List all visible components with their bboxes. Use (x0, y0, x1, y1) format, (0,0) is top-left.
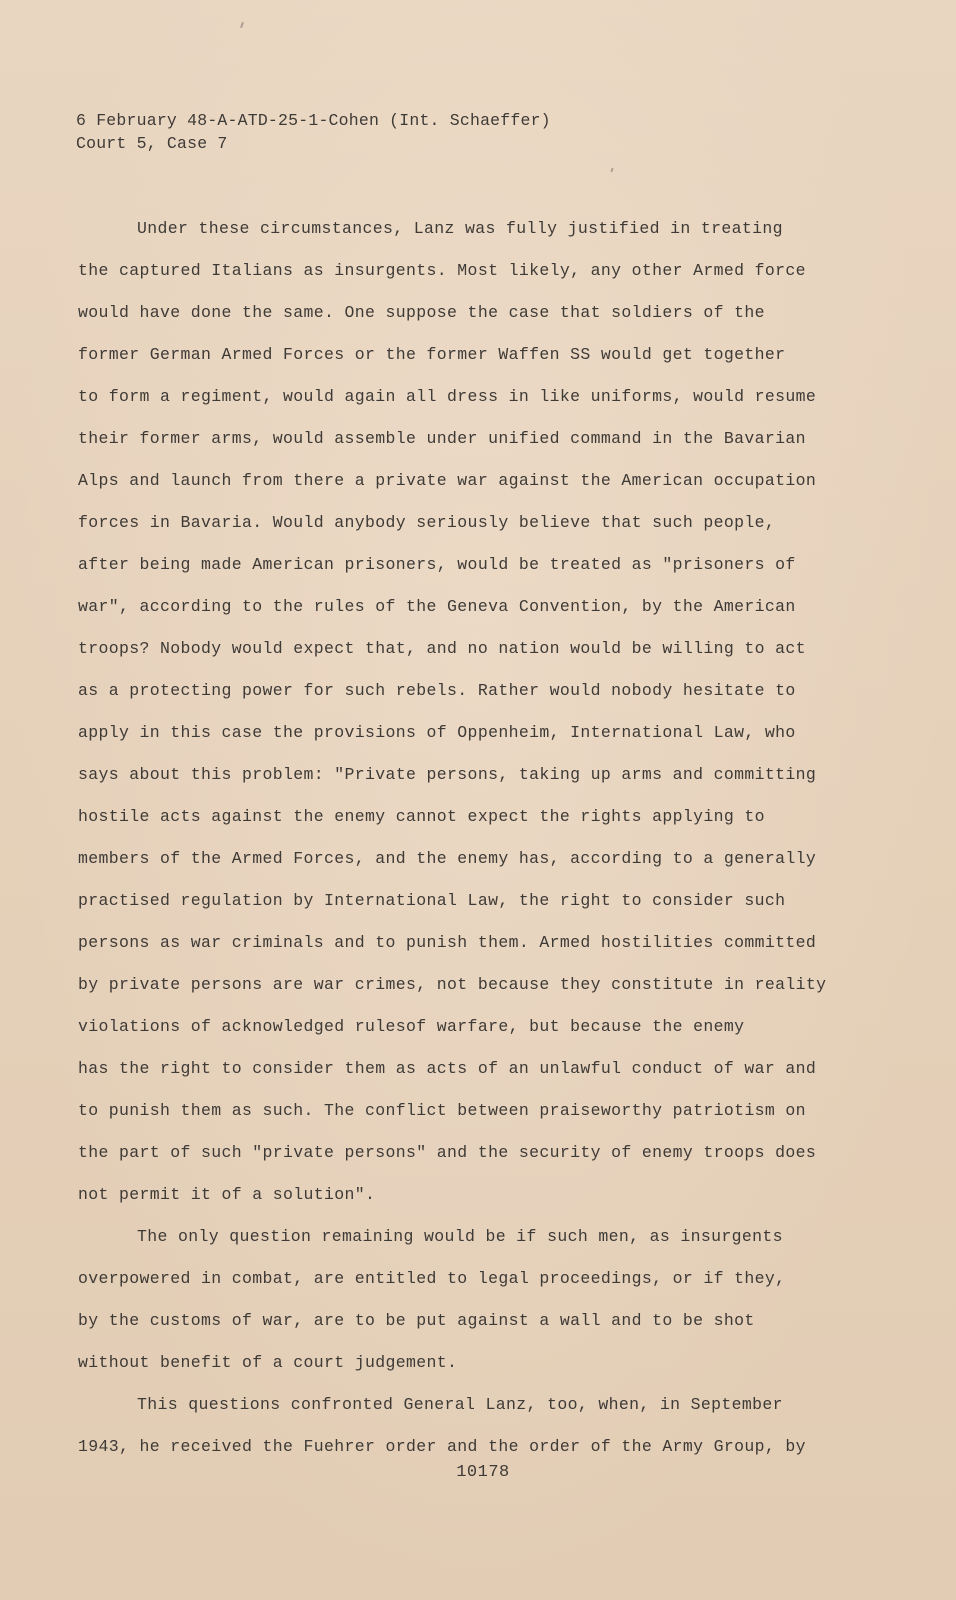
text-line: The only question remaining would be if such men, as insurgents (137, 1227, 783, 1246)
text-line: by the customs of war, are to be put against a wall and to be shot (78, 1311, 755, 1330)
text-line: war", according to the rules of the Geneva Convention, by the American (78, 597, 796, 616)
text-line: after being made American prisoners, would be treated as "prisoners of (78, 555, 796, 574)
text-line: without benefit of a court judgement. (78, 1353, 458, 1372)
text-line: troops? Nobody would expect that, and no nation would be willing to act (78, 639, 806, 658)
paper-mark (240, 22, 244, 28)
text-line: forces in Bavaria. Would anybody seriously believe that such people, (78, 513, 776, 532)
text-line: overpowered in combat, are entitled to legal proceedings, or if they, (78, 1269, 786, 1288)
text-line: the part of such "private persons" and the security of enemy troops does (78, 1143, 817, 1162)
text-line: the captured Italians as insurgents. Most likely, any other Armed force (78, 261, 806, 280)
paragraph (78, 208, 938, 1216)
text-line: by private persons are war crimes, not because they constitute in reality (78, 975, 827, 994)
text-line: practised regulation by International Law, the right to consider such (78, 891, 786, 910)
text-line: their former arms, would assemble under unified command in the Bavarian (78, 429, 806, 448)
text-line: apply in this case the provisions of Oppenheim, International Law, who (78, 723, 796, 742)
text-line: violations of acknowledged rulesof warfare, but because the enemy (78, 1017, 745, 1036)
document-header (76, 109, 896, 155)
text-line: not permit it of a solution". (78, 1185, 376, 1204)
text-line: 1943, he received the Fuehrer order and the order of the Army Group, by (78, 1437, 806, 1456)
text-line: members of the Armed Forces, and the enemy has, according to a generally (78, 849, 817, 868)
text-line: Alps and launch from there a private war against the American occupation (78, 471, 817, 490)
text-line: hostile acts against the enemy cannot expect the rights applying to (78, 807, 765, 826)
text-line: says about this problem: "Private persons, taking up arms and committing (78, 765, 817, 784)
header-court-line: Court 5, Case 7 (76, 134, 228, 153)
text-line: former German Armed Forces or the former Waffen SS would get together (78, 345, 786, 364)
text-line: would have done the same. One suppose the case that soldiers of the (78, 303, 765, 322)
paragraph (78, 1384, 938, 1468)
text-line: Under these circumstances, Lanz was fully justified in treating (137, 219, 783, 238)
paper-mark (610, 168, 613, 172)
text-line: This questions confronted General Lanz, too, when, in September (137, 1395, 783, 1414)
text-line: has the right to consider them as acts of an unlawful conduct of war and (78, 1059, 817, 1078)
document-body (78, 208, 938, 1468)
paragraph (78, 1216, 938, 1384)
text-line: to punish them as such. The conflict between praiseworthy patriotism on (78, 1101, 806, 1120)
header-reference-line: 6 February 48-A-ATD-25-1-Cohen (Int. Schaeffer) (76, 111, 551, 130)
text-line: persons as war criminals and to punish them. Armed hostilities committed (78, 933, 817, 952)
page-number: 10178 (456, 1463, 510, 1482)
text-line: as a protecting power for such rebels. Rather would nobody hesitate to (78, 681, 796, 700)
text-line: to form a regiment, would again all dress in like uniforms, would resume (78, 387, 817, 406)
